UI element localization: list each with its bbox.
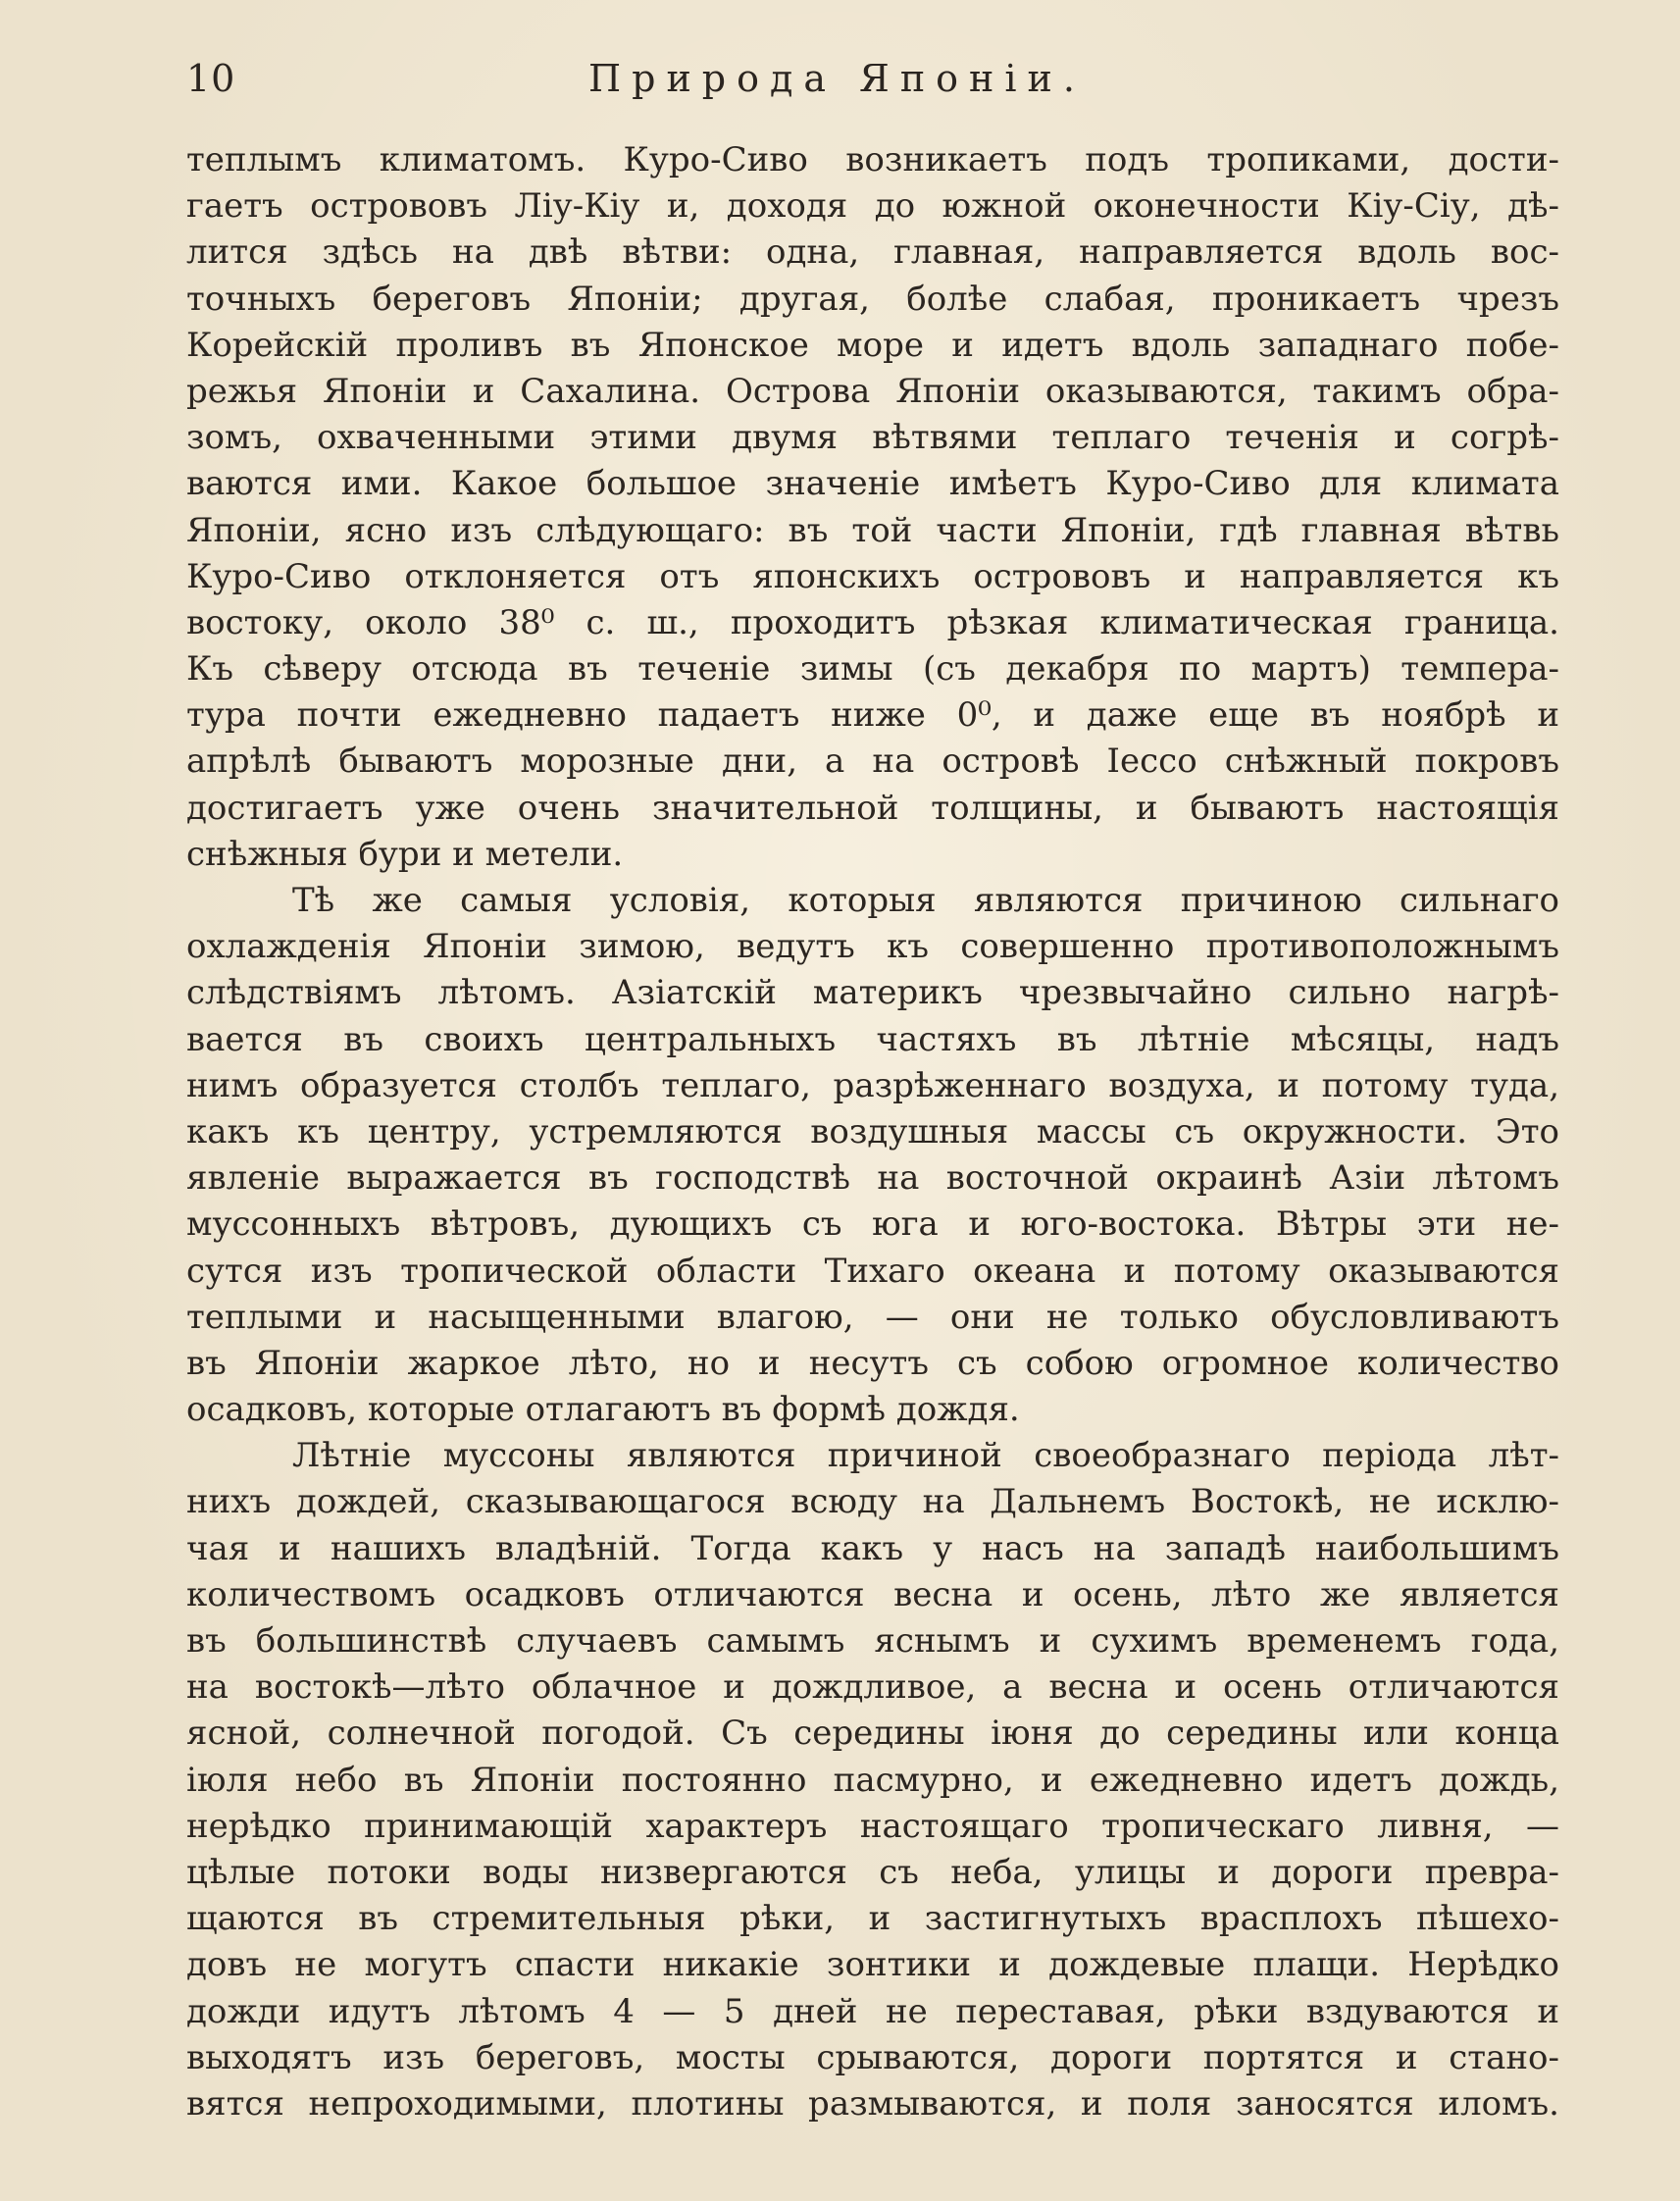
text-line: въ Японіи жаркое лѣто, но и несутъ съ собою огромное количество bbox=[186, 1343, 1559, 1383]
text-line: муссонныхъ вѣтровъ, дующихъ съ юга и юго-востока. Вѣтры эти не- bbox=[186, 1204, 1559, 1245]
text-line: теплымъ климатомъ. Куро-Сиво возникаетъ подъ тропиками, дости- bbox=[186, 140, 1559, 179]
text-line: теплыми и насыщенными влагою, — они не только обусловливаютъ bbox=[186, 1297, 1559, 1337]
text-line: Тѣ же самыя условія, которыя являются причиною сильнаго bbox=[292, 881, 1559, 920]
text-line: вятся непроходимыми, плотины размываются, и поля заносятся иломъ. bbox=[186, 2083, 1559, 2124]
body-text bbox=[186, 137, 1559, 2127]
text-line: снѣжныя бури и метели. bbox=[186, 834, 624, 874]
text-line: нихъ дождей, сказывающагося всюду на Дальнемъ Востокѣ, не исклю- bbox=[186, 1482, 1559, 1522]
text-line: количествомъ осадковъ отличаются весна и осень, лѣто же является bbox=[186, 1574, 1559, 1614]
text-line: на востокѣ—лѣто облачное и дождливое, а весна и осень отличаются bbox=[186, 1667, 1559, 1708]
text-line: выходятъ изъ береговъ, мосты срываются, дороги портятся и стано- bbox=[186, 2037, 1559, 2077]
text-line: востоку, около 38⁰ с. ш., проходитъ рѣзкая климатическая граница. bbox=[186, 602, 1559, 642]
text-line: Японіи, ясно изъ слѣдующаго: въ той части Японіи, гдѣ главная вѣтвь bbox=[186, 510, 1559, 550]
text-line: зомъ, охваченными этими двумя вѣтвями теплаго теченія и согрѣ- bbox=[186, 418, 1559, 458]
text-line: въ большинствѣ случаевъ самымъ яснымъ и сухимъ временемъ года, bbox=[186, 1621, 1559, 1661]
text-line: цѣлые потоки воды низвергаются съ неба, улицы и дороги превра- bbox=[186, 1852, 1559, 1892]
text-line: лится здѣсь на двѣ вѣтви: одна, главная, направляется вдоль вос- bbox=[186, 232, 1559, 273]
text-line: сутся изъ тропической области Тихаго океана и потому оказываются bbox=[186, 1251, 1559, 1291]
running-head: Природа Японіи. bbox=[588, 57, 1086, 100]
text-line: нимъ образуется столбъ теплаго, разрѣженнаго воздуха, и потому туда, bbox=[186, 1065, 1559, 1105]
text-line: апрѣлѣ бываютъ морозные дни, а на островѣ Іессо снѣжный покровъ bbox=[186, 742, 1559, 782]
text-line: дожди идутъ лѣтомъ 4 — 5 дней не переставая, рѣки вздуваются и bbox=[186, 1991, 1559, 2031]
text-line: довъ не могутъ спасти никакіе зонтики и дождевые плащи. Нерѣдко bbox=[186, 1945, 1559, 1985]
text-line: явленіе выражается въ господствѣ на восточной окраинѣ Азіи лѣтомъ bbox=[186, 1158, 1559, 1199]
text-line: іюля небо въ Японіи постоянно пасмурно, и ежедневно идетъ дождь, bbox=[186, 1760, 1559, 1800]
text-line: чая и нашихъ владѣній. Тогда какъ у насъ на западѣ наибольшимъ bbox=[186, 1528, 1559, 1568]
page-number: 10 bbox=[186, 57, 236, 100]
text-line: Лѣтніе муссоны являются причиной своеобразнаго періода лѣт- bbox=[292, 1436, 1559, 1476]
text-line: ясной, солнечной погодой. Съ середины іюня до середины или конца bbox=[186, 1714, 1559, 1754]
text-line: щаются въ стремительныя рѣки, и застигнутыхъ врасплохъ пѣшехо- bbox=[186, 1899, 1559, 1939]
text-line: гаетъ острововъ Ліу-Кіу и, доходя до южной оконечности Кіу-Сіу, дѣ- bbox=[186, 186, 1559, 227]
text-line: вается въ своихъ центральныхъ частяхъ въ лѣтніе мѣсяцы, надъ bbox=[186, 1019, 1559, 1059]
text-line: Корейскій проливъ въ Японское море и идетъ вдоль западнаго побе- bbox=[186, 325, 1559, 365]
text-line: Къ сѣверу отсюда въ теченіе зимы (съ декабря по мартъ) темпера- bbox=[186, 649, 1559, 690]
text-line: какъ къ центру, устремляются воздушныя массы съ окружности. Это bbox=[186, 1111, 1559, 1152]
text-line: ваются ими. Какое большое значеніе имѣетъ Куро-Сиво для климата bbox=[186, 464, 1559, 504]
text-line: слѣдствіямъ лѣтомъ. Азіатскій материкъ чрезвычайно сильно нагрѣ- bbox=[186, 973, 1559, 1013]
text-line: режья Японіи и Сахалина. Острова Японіи оказываются, такимъ обра- bbox=[186, 371, 1559, 411]
text-line: Куро-Сиво отклоняется отъ японскихъ острововъ и направляется къ bbox=[186, 556, 1559, 596]
text-line: осадковъ, которые отлагаютъ въ формѣ дождя. bbox=[186, 1390, 1020, 1430]
text-line: тура почти ежедневно падаетъ ниже 0⁰, и даже еще въ ноябрѣ и bbox=[186, 695, 1559, 736]
text-line: достигаетъ уже очень значительной толщины, и бываютъ настоящія bbox=[186, 788, 1559, 828]
text-line: нерѣдко принимающій характеръ настоящаго тропическаго ливня, — bbox=[186, 1806, 1559, 1846]
text-line: точныхъ береговъ Японіи; другая, болѣе слабая, проникаетъ чрезъ bbox=[186, 279, 1559, 319]
text-line: охлажденія Японіи зимою, ведутъ къ совершенно противоположнымъ bbox=[186, 927, 1559, 967]
